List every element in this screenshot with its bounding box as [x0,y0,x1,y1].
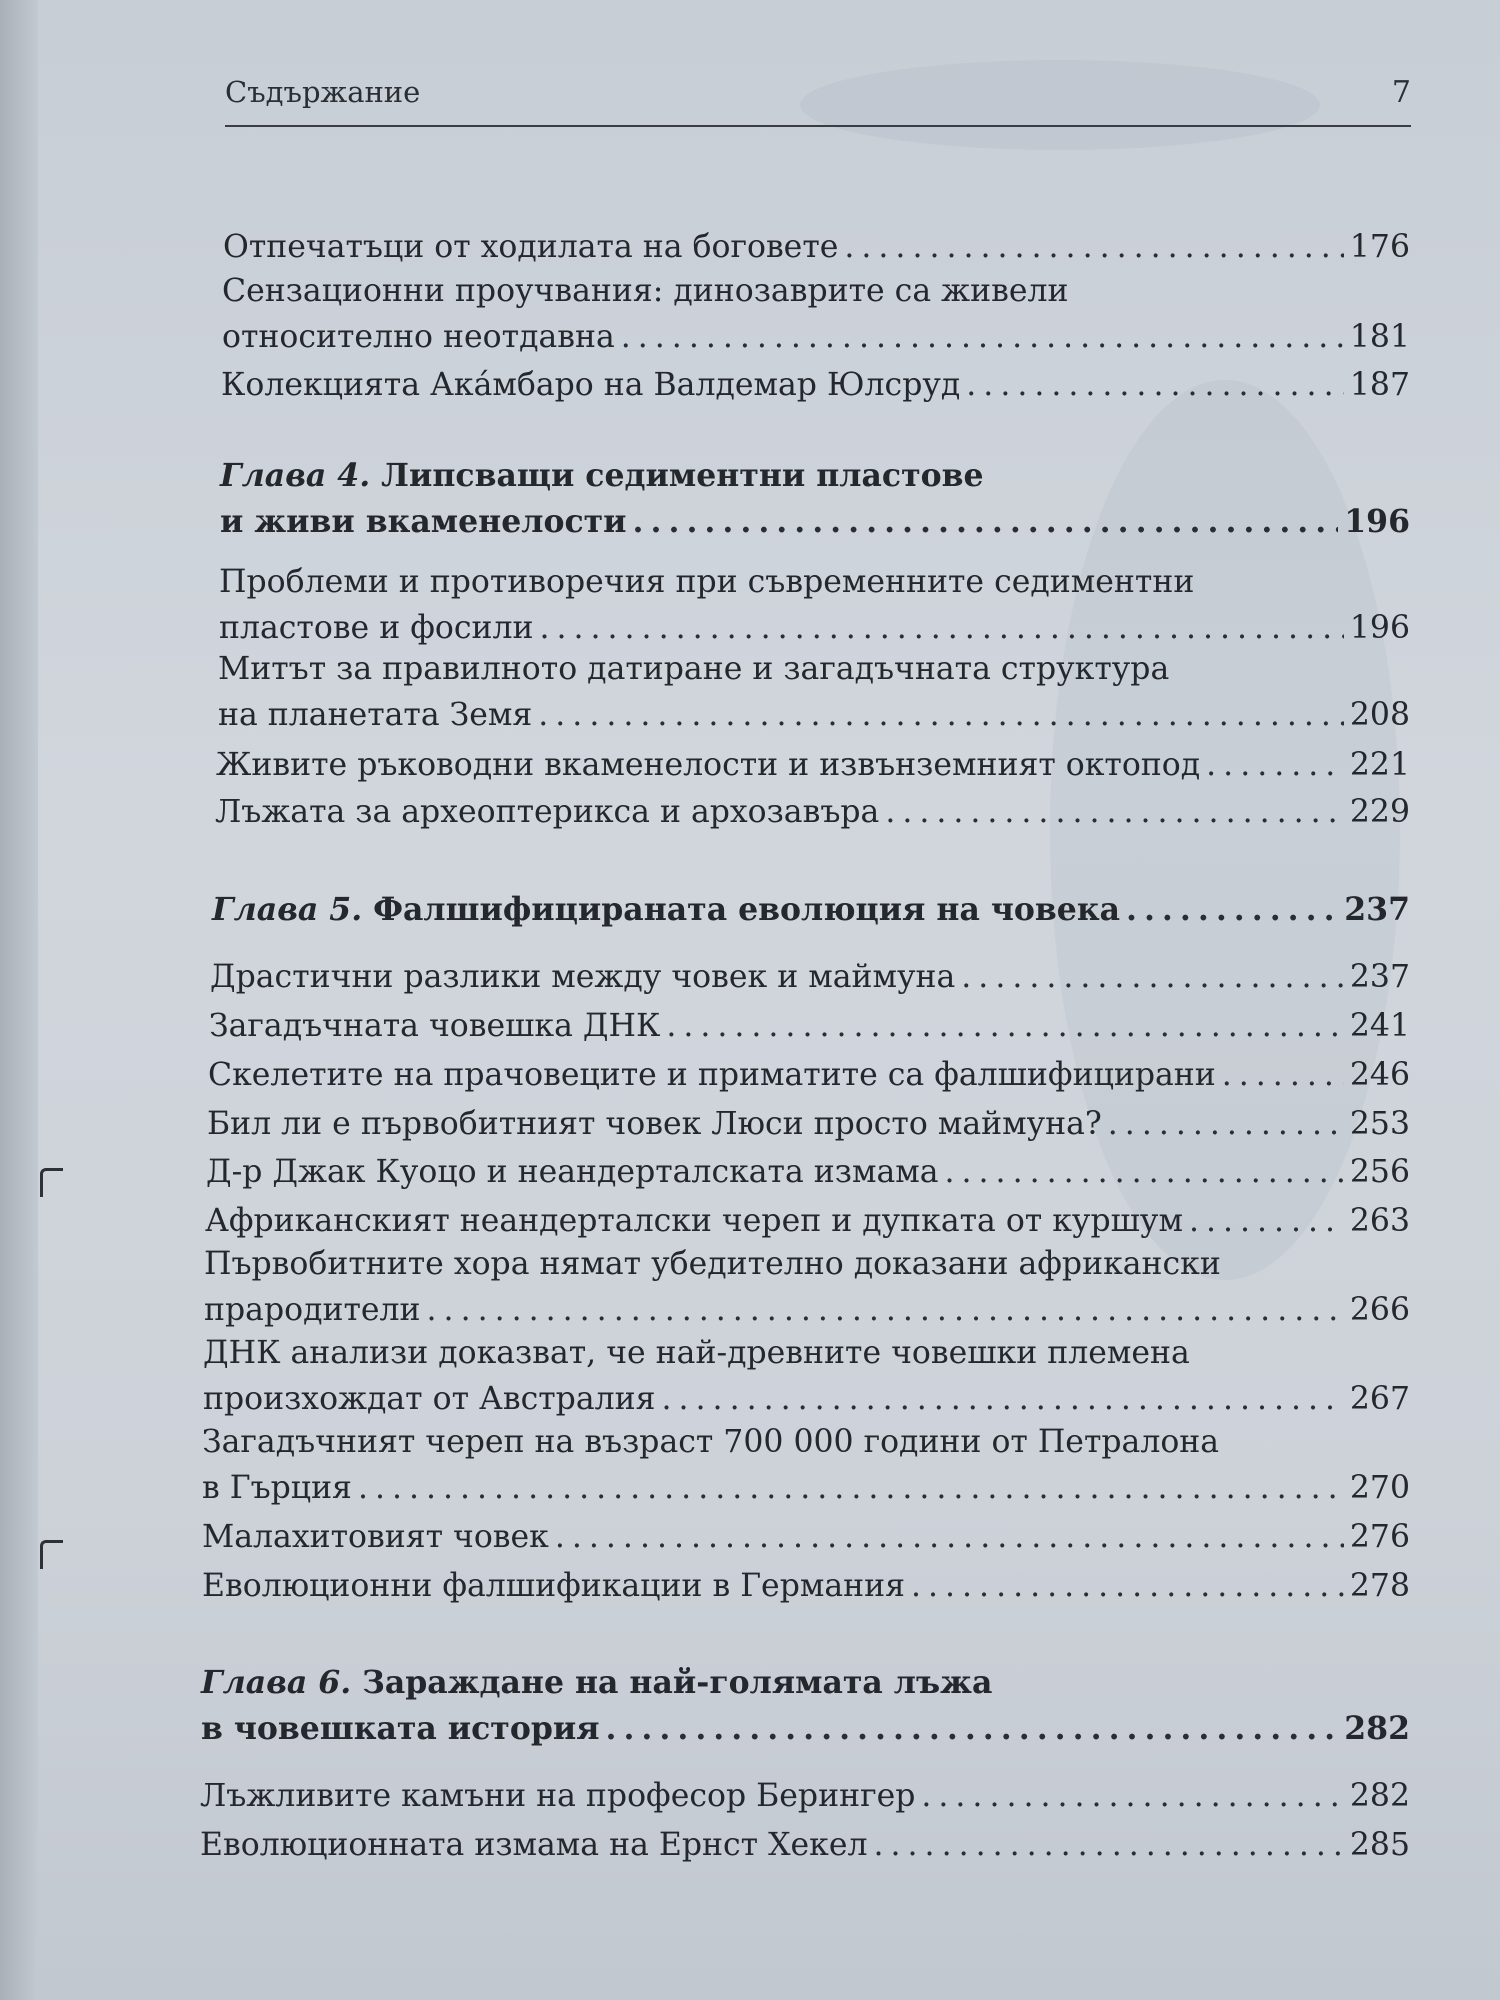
toc-page-number: 246 [1349,1057,1410,1093]
toc-entry-title: пластове и фосили [219,610,534,646]
leader-dots [1222,1050,1344,1100]
toc-page-number: 253 [1349,1106,1410,1142]
toc-entry-title: Д-р Джак Куоцо и неандерталската измама [206,1154,939,1190]
toc-page-number: 285 [1349,1827,1410,1863]
toc-chapter [201,1664,1410,1754]
chapter-label: Глава 5. [212,891,363,928]
leader-dots [945,1147,1344,1197]
toc-page-number: 229 [1349,794,1410,830]
toc-entry [221,360,1410,410]
leader-dots [606,1704,1339,1754]
toc-entry [223,222,1410,272]
leader-dots [961,952,1344,1002]
toc-entry [210,952,1410,1002]
toc-entry-title: Малахитовият човек [202,1519,549,1555]
toc-entry-title-line1: Първобитните хора нямат убедително доказани африкански [204,1246,1221,1282]
toc-page-number: 266 [1349,1292,1410,1328]
toc-entry-title: Колекцията Ака́мбаро на Валдемар Юлсруд [221,367,961,403]
toc-page-number: 187 [1349,367,1410,403]
chapter-label: Глава 6. [201,1664,352,1701]
chapter-label: Глава 4. [220,457,371,494]
toc-entry-title: Живите ръководни вкаменелости и извънземният октопод [216,747,1201,783]
toc-entry-title: Скелетите на прачовеците и приматите са фалшифицирани [208,1057,1216,1093]
toc-entry-title: Лъжата за археоптерикса и архозавъра [215,794,880,830]
toc-page-number: 196 [1344,503,1410,540]
toc-entry [209,1001,1410,1051]
leader-dots [633,497,1339,547]
toc-entry-title: Бил ли е първобитният човек Люси просто маймуна? [207,1106,1102,1142]
toc-entry [215,787,1410,837]
toc-page-number: 237 [1349,959,1410,995]
leader-dots [555,1512,1344,1562]
toc-entry [208,1050,1410,1100]
toc-page-number: 276 [1349,1519,1410,1555]
toc-entry-title: прародители [204,1292,421,1328]
leader-dots [621,312,1344,362]
toc-page-number: 278 [1349,1568,1410,1604]
header-title: Съдържание [225,75,421,109]
leader-dots [1108,1099,1344,1149]
leader-dots [911,1561,1344,1611]
leader-dots [666,1001,1344,1051]
leader-dots [966,360,1344,410]
leader-dots [358,1463,1344,1513]
toc-entry [202,1561,1410,1611]
toc-page-number: 282 [1349,1778,1410,1814]
toc-entry-title: в Гърция [202,1470,352,1506]
leader-dots [1206,740,1344,790]
leader-dots [538,690,1344,740]
toc-entry [218,651,1410,740]
header-page-number: 7 [1391,75,1411,110]
toc-entry [200,1771,1410,1821]
toc-entry-title: произхождат от Австралия [203,1381,656,1417]
toc-entry-title: Еволюционната измама на Ернст Хекел [200,1827,868,1863]
toc-entry [202,1512,1410,1562]
toc-page-number: 256 [1349,1154,1410,1190]
toc-entry-title: Лъжливите камъни на професор Берингер [200,1778,916,1814]
toc-entry-title-line1: Проблеми и противоречия при съвременните седиментни [219,564,1195,600]
toc-page-number: 241 [1349,1008,1410,1044]
leader-dots [921,1771,1343,1821]
toc-entry [206,1147,1410,1197]
toc-page-number: 270 [1349,1470,1410,1506]
toc-entry-title: относително неотдавна [222,319,615,355]
toc-entry-title: Африканският неандерталски череп и дупката от куршум [205,1203,1183,1239]
toc-entry-title: Драстични разлики между човек и маймуна [210,959,956,995]
chapter-title-line1: Зараждане на най-голямата лъжа [362,1664,993,1701]
toc-entry-title-line1: Митът за правилното датиране и загадъчната структура [218,651,1170,687]
toc-entry [207,1099,1410,1149]
toc-entry-title-line1: ДНК анализи доказват, че най-древните човешки племена [203,1335,1190,1371]
toc-entry-title: Еволюционни фалшификации в Германия [202,1568,905,1604]
chapter-title-line1: Липсващи седиментни пластове [381,457,984,494]
toc-entry-title: Загадъчната човешка ДНК [209,1008,661,1044]
toc-page-number: 221 [1349,747,1410,783]
chapter-title: в човешката история [201,1710,600,1747]
leader-dots [844,222,1343,272]
chapter-title: Фалшифицираната еволюция на човека [373,891,1120,928]
toc-chapter [220,457,1410,547]
toc-entry [222,273,1410,362]
toc-entry [216,740,1410,790]
toc-entry-title: на планетата Земя [218,697,533,733]
toc-page-number: 267 [1349,1381,1410,1417]
toc-page-number: 282 [1344,1710,1410,1747]
leader-dots [874,1820,1344,1870]
toc-entry-title-line1: Загадъчният череп на възраст 700 000 години от Петралона [202,1424,1220,1460]
toc-page-number: 196 [1349,610,1410,646]
toc-chapter [212,885,1410,935]
toc-entry-title: Отпечатъци от ходилата на боговете [223,229,839,265]
toc-page-number: 263 [1349,1203,1410,1239]
toc-page-number: 181 [1349,319,1410,355]
leader-dots [1126,885,1338,935]
toc-entry-title-line1: Сензационни проучвания: динозаврите са живели [222,273,1069,309]
toc-entry [200,1820,1410,1870]
toc-page-number: 237 [1344,891,1410,928]
toc-page-number: 176 [1349,229,1410,265]
toc-entry [202,1424,1410,1513]
chapter-title: и живи вкаменелости [220,503,627,540]
leader-dots [885,787,1344,837]
toc-page-number: 208 [1349,697,1410,733]
